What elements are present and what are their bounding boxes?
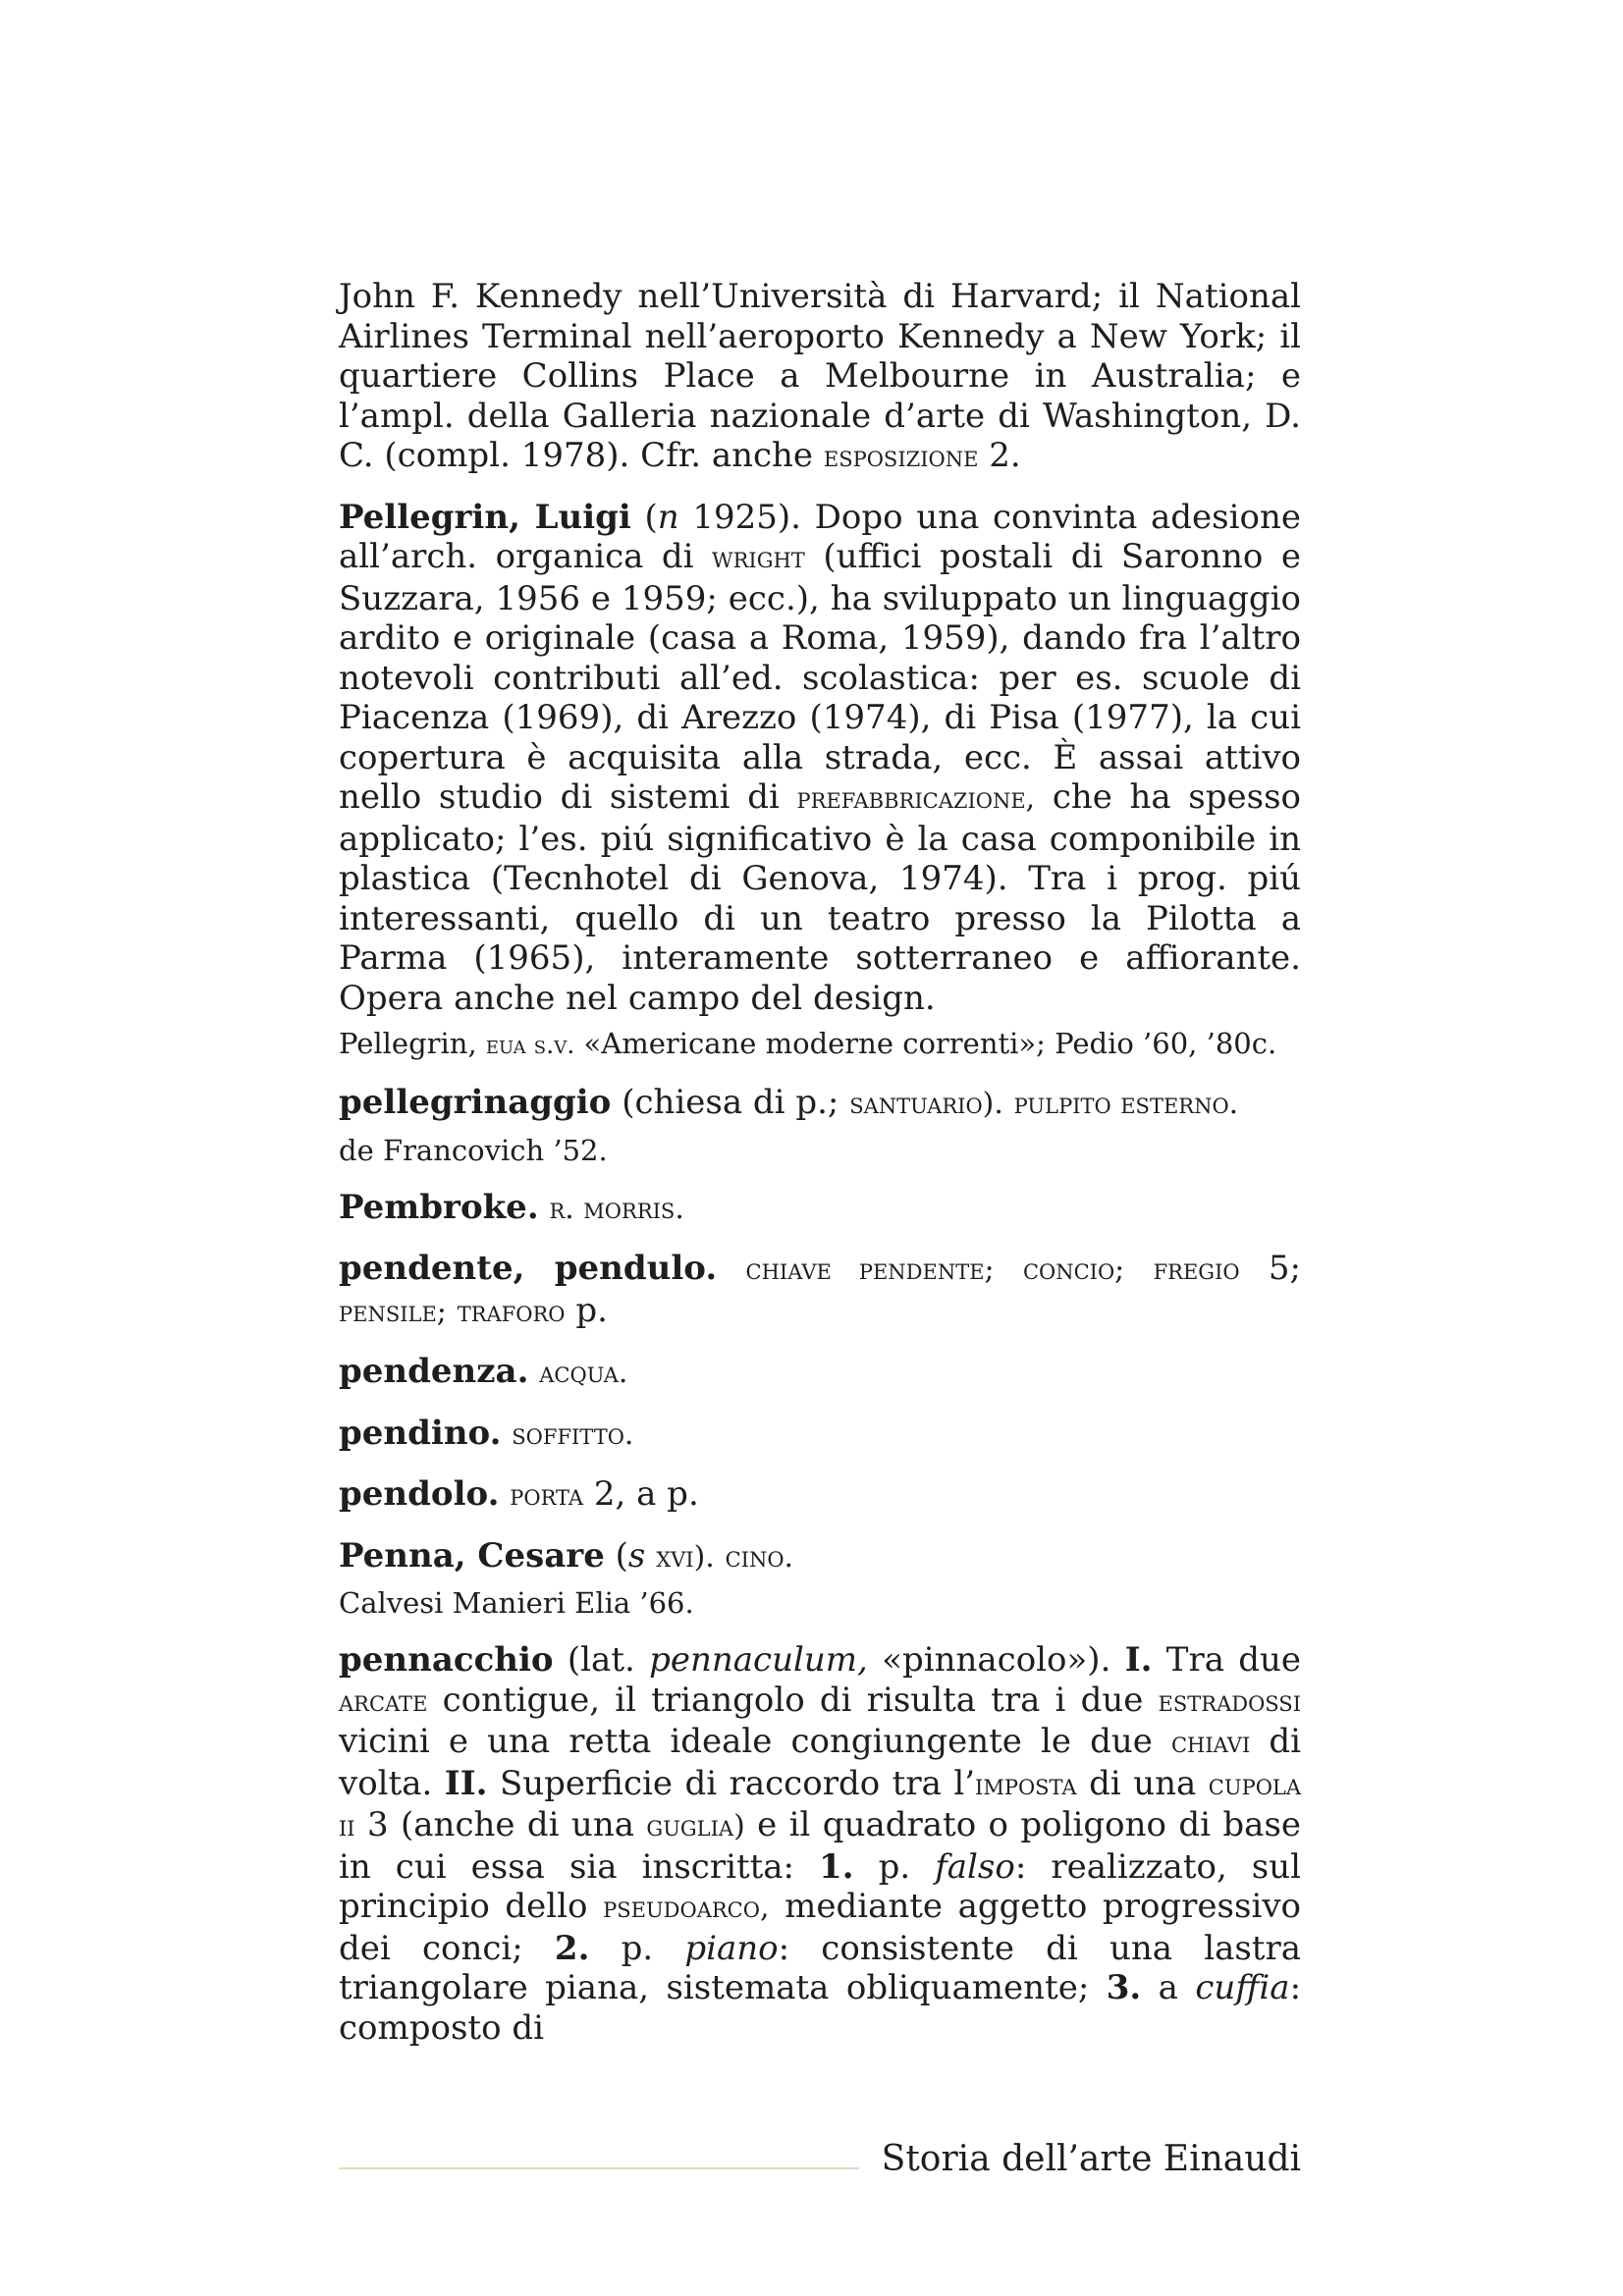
pennacchio-text-15: : consistente di una lastra triangolare piana, sistemata obliquamente; [339,1928,1301,2007]
continuation-text: John F. Kennedy nell’Università di Harvard; il National Airlines Terminal nell’aeroporto Kennedy a New York; il quartiere Collins Place a Melbourne in Australia; e l’ampl. della Galleria nazionale d’arte di Washington, D. C. (compl. 1978). Cfr. anche [339,277,1301,475]
xref-cupola: cupola ii [339,1767,1302,1843]
century-xvi: xvi). [656,1539,715,1575]
fregio-number: 5; [1268,1249,1301,1288]
entry-pendente [339,1249,1301,1332]
term-falso: falso [935,1846,1015,1887]
continuation-number: 2. [989,436,1021,475]
pennacchio-text-5: vicini e una retta ideale congiungente le due [339,1722,1153,1761]
entry-pendenza [339,1352,1301,1394]
footer-title: Storia dell’arte Einaudi [881,2139,1301,2179]
pennacchio-text-7: Superficie di raccordo tra l’ [499,1763,976,1803]
pennacchio-text-13: mediante aggetto progressivo dei conci; [339,1887,1301,1968]
subsense-1: 1. [819,1846,854,1887]
headword-pendenza: pendenza. [339,1352,529,1391]
xref-imposta: imposta [975,1767,1077,1802]
entry-pembroke [339,1188,1301,1230]
subsense-3: 3. [1106,1968,1142,2007]
pennacchio-text-14: p. [621,1928,654,1968]
pellegrin-references [339,1026,1301,1063]
term-cuffia: cuffia [1195,1968,1290,2007]
xref-soffitto: soffitto. [512,1416,634,1452]
entry-pennacchio [339,1640,1301,2048]
pennacchio-text-6: di volta. [339,1722,1301,1803]
xref-prefabbricazione: prefabbricazione, [796,781,1036,816]
pennacchio-text-8: di una [1089,1763,1197,1803]
pendolo-tail: 2, a p. [593,1474,699,1514]
entry-pellegrinaggio [339,1083,1301,1125]
subsense-2: 2. [554,1928,590,1968]
headword-pendino: pendino. [339,1413,502,1453]
pennacchio-text-3: Tra due [1165,1640,1302,1680]
xref-pensile: pensile; [339,1294,447,1329]
headword-pendente: pendente, pendulo. [339,1249,718,1288]
dictionary-column [339,277,1301,2048]
xref-chiave-pendente: chiave pendente; [745,1253,995,1287]
pennacchio-text-10: e il quadrato o poligono di base in cui essa sia inscritta: [339,1805,1302,1887]
pennacchio-text-4: contigue, il triangolo di risulta tra i due [442,1680,1144,1720]
term-piano: piano [684,1928,779,1968]
sense-I: I. [1124,1640,1153,1680]
pellegrin-text-3: che ha spesso applicato; l’es. piú significativo è la casa componibile in plastica (Tecnhotel di Genova, 1974). Tra i prog. piú interessanti, quello di un teatro presso la Pilotta a Parma (1965), interamente sotterraneo e affiorante. Opera anche nel campo del design. [339,777,1302,1018]
ref-eua: eua s.v. [485,1031,575,1060]
pennacchio-text-11: p. [878,1846,911,1887]
pennacchio-text-17: : composto di [339,1968,1302,2048]
page-footer [339,2138,1301,2187]
ref-author: Pellegrin, [339,1027,477,1060]
xref-traforo: traforo [457,1294,566,1329]
paren: ( [644,497,658,537]
xref-acqua: acqua. [539,1356,628,1390]
pendente-tail: p. [575,1290,608,1330]
headword-pellegrinaggio: pellegrinaggio [339,1083,612,1122]
headword-pennacchio: pennacchio [339,1640,554,1680]
pellegrinaggio-text: (chiesa di p.; [622,1083,839,1122]
pellegrin-text-2: (uffici postali di Saronno e Suzzara, 1956 e 1959; ecc.), ha sviluppato un linguaggio ardito e originale (casa a Roma, 1959), dando fra l’altro notevoli contributi all’ed. scolastica: per es. scuole di Piacenza (1969), di Arezzo (1974), di Pisa (1977), la cui copertura è acquisita alla strada, ecc. È assai attivo nello studio di sistemi di [339,537,1302,817]
entry-continuation [339,277,1301,478]
xref-esposizione: esposizione [823,440,979,474]
pennacchio-text-16: a [1158,1968,1178,2007]
headword-penna: Penna, Cesare [339,1535,605,1575]
pellegrin-text-1: Dopo una convinta adesione all’arch. organica di [339,497,1301,576]
latin-pennaculum: pennaculum, [649,1640,868,1680]
ref-rest: «Americane moderne correnti»; Pedio ’60, ’80c. [583,1027,1277,1060]
xref-santuario: santuario). [849,1087,1003,1121]
xref-pseudoarco: pseudoarco, [603,1891,770,1925]
xref-fregio: fregio [1153,1253,1240,1287]
pennacchio-text-1: (lat. [567,1640,635,1680]
sense-II: II. [444,1763,488,1803]
xref-estradossi: estradossi [1158,1683,1301,1719]
penna-references: Calvesi Manieri Elia ’66. [339,1586,694,1620]
xref-r-morris: r. morris. [549,1191,684,1226]
birth-year: 1925). [692,497,801,537]
xref-pulpito-esterno: pulpito esterno. [1013,1087,1239,1121]
xref-chiavi: chiavi [1170,1726,1251,1760]
entry-penna [339,1536,1301,1578]
paren: ( [615,1535,628,1575]
pennacchio-text-12: : realizzato, sul principio dello [339,1846,1301,1926]
entry-pellegrin [339,498,1301,1019]
pellegrinaggio-references: de Francovich ’52. [339,1133,608,1167]
headword-pembroke: Pembroke. [339,1187,539,1227]
entry-pendolo [339,1474,1301,1517]
pennacchio-text-2: «pinnacolo»). [882,1640,1111,1680]
entry-pendino [339,1414,1301,1456]
pennacchio-text-9: 3 (anche di una [367,1805,635,1844]
xref-cino: cino. [725,1539,794,1575]
xref-wright: wright [712,541,805,575]
headword-pellegrin: Pellegrin, Luigi [339,497,631,537]
xref-concio: concio; [1022,1253,1125,1287]
xref-porta: porta [510,1478,584,1513]
xref-arcate: arcate [339,1683,428,1719]
century-marker: s [627,1535,646,1575]
xref-guglia: guglia) [646,1809,745,1843]
footer-rule [339,2167,859,2169]
headword-pendolo: pendolo. [339,1474,500,1514]
birth-marker: n [657,497,679,537]
